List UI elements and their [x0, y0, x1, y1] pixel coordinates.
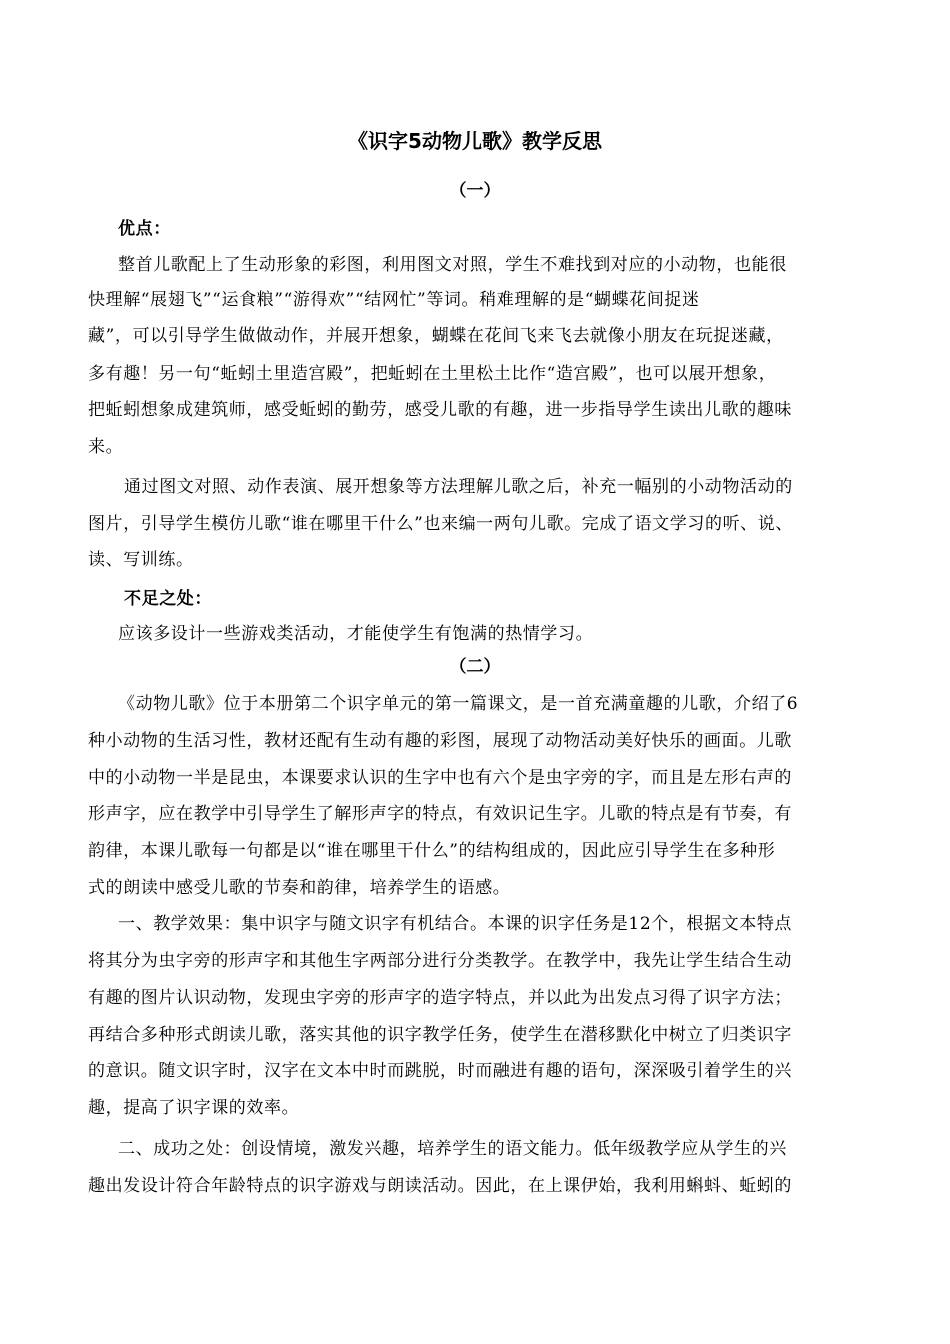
paragraph-line: 趣出发设计符合年龄特点的识字游戏与朗读活动。因此，在上课伊始，我利用蝌蚪、蚯蚓的: [88, 1176, 792, 1196]
paragraph-line: 快理解“展翅飞”“运食粮”“游得欢”“结网忙”等词。稍难理解的是“蝴蝶花间捉迷: [88, 290, 700, 310]
paragraph-line: 式的朗读中感受儿歌的节奏和韵律，培养学生的语感。: [88, 878, 511, 898]
paragraph-line: 读、写训练。: [88, 550, 194, 570]
paragraph-line: 有趣的图片认识动物，发现虫字旁的形声字的造字特点，并以此为出发点习得了识字方法；: [88, 988, 792, 1008]
section-heading-2: （二）: [449, 657, 501, 677]
paragraph-line: 藏”，可以引导学生做做动作，并展开想象，蝴蝶在花间飞来飞去就像小朋友在玩捉迷藏，: [88, 326, 784, 346]
paragraph-line: 种小动物的生活习性，教材还配有生动有趣的彩图，展现了动物活动美好快乐的画面。儿歌: [88, 731, 792, 751]
paragraph-line: 《动物儿歌》位于本册第二个识字单元的第一篇课文，是一首充满童趣的儿歌，介绍了6: [118, 694, 799, 714]
paragraph-line: 的意识。随文识字时，汉字在文本中时而跳脱，时而融进有趣的语句，深深吸引着学生的兴: [88, 1061, 792, 1081]
cons-label: 不足之处：: [124, 589, 212, 609]
paragraph-line: 图片，引导学生模仿儿歌“谁在哪里干什么”也来编一两句儿歌。完成了语文学习的听、说、: [88, 514, 793, 534]
pros-label: 优点：: [118, 219, 171, 239]
paragraph-line: 通过图文对照、动作表演、展开想象等方法理解儿歌之后，补充一幅别的小动物活动的: [124, 477, 793, 497]
paragraph-line: 将其分为虫字旁的形声字和其他生字两部分进行分类教学。在教学中，我先让学生结合生动: [88, 951, 792, 971]
section-heading-1: （一）: [449, 181, 501, 201]
paragraph-line: 把蚯蚓想象成建筑师，感受蚯蚓的勤劳，感受儿歌的有趣，进一步指导学生读出儿歌的趣味: [88, 400, 792, 420]
document-title: 《识字5动物儿歌》教学反思: [348, 129, 602, 153]
paragraph-line: 韵律，本课儿歌每一句都是以“谁在哪里干什么”的结构组成的，因此应引导学生在多种形: [88, 841, 776, 861]
paragraph-line: 再结合多种形式朗读儿歌，落实其他的识字教学任务，使学生在潜移默化中树立了归类识字: [88, 1025, 792, 1045]
paragraph-line: 多有趣！另一句“蚯蚓土里造宫殿”，把蚯蚓在土里松土比作“造宫殿”，也可以展开想象，: [88, 364, 777, 384]
paragraph-line: 整首儿歌配上了生动形象的彩图，利用图文对照，学生不难找到对应的小动物，也能很: [118, 255, 787, 275]
paragraph-line: 一、教学效果：集中识字与随文识字有机结合。本课的识字任务是12个，根据文本特点: [118, 914, 793, 934]
paragraph-line: 二、成功之处：创设情境，激发兴趣，培养学生的语文能力。低年级教学应从学生的兴: [118, 1139, 787, 1159]
paragraph-line: 来。: [88, 437, 124, 457]
paragraph-line: 趣，提高了识字课的效率。: [88, 1098, 300, 1118]
paragraph-line: 中的小动物一半是昆虫，本课要求认识的生字中也有六个是虫字旁的字，而且是左形右声的: [88, 768, 792, 788]
paragraph-line: 应该多设计一些游戏类活动，才能使学生有饱满的热情学习。: [118, 624, 594, 644]
paragraph-line: 形声字，应在教学中引导学生了解形声字的特点，有效识记生字。儿歌的特点是有节奏，有: [88, 804, 792, 824]
